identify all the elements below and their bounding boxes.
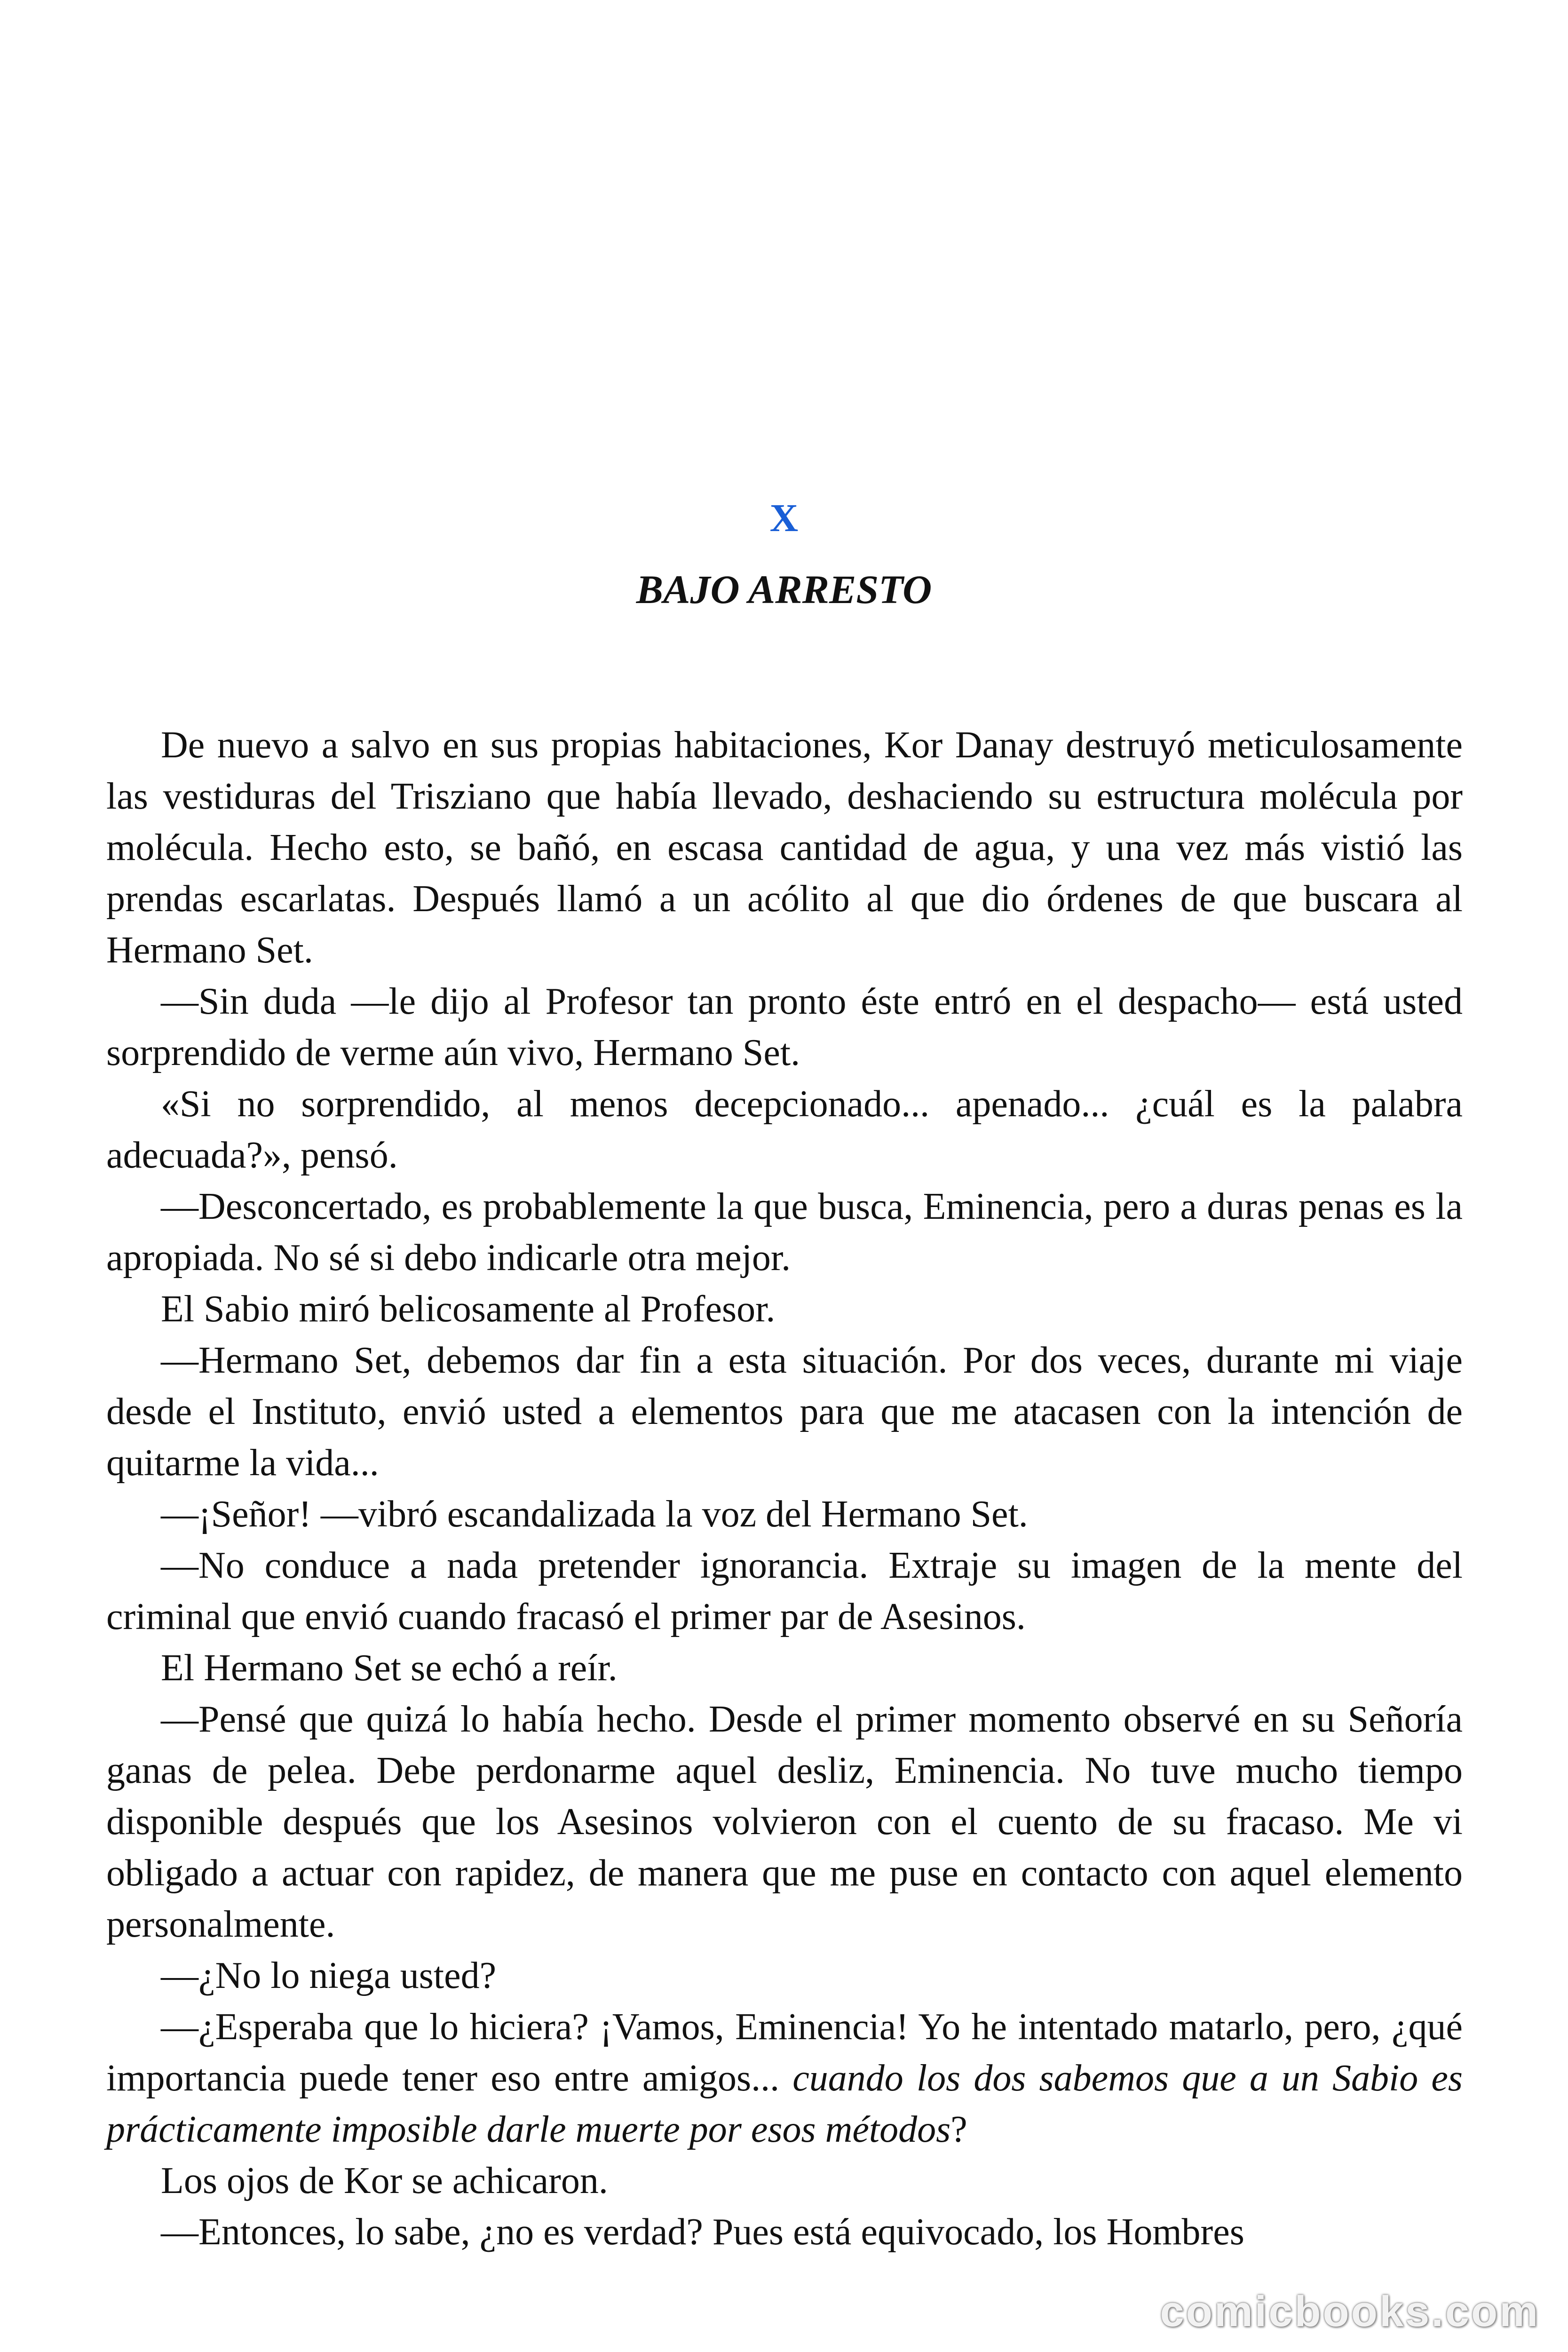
- paragraph: —Sin duda —le dijo al Profesor tan pronto éste entró en el despacho— está usted sorprendido de verme aún vivo, Hermano Set.: [106, 981, 1463, 1073]
- paragraph: El Sabio miró belicosamente al Profesor.: [161, 1288, 776, 1330]
- chapter-number: X: [769, 496, 799, 540]
- paragraph: —Desconcertado, es probablemente la que busca, Eminencia, pero a duras penas es la apropiada. No sé si debo indicarle otra mejor.: [106, 1186, 1463, 1279]
- paragraph: —Hermano Set, debemos dar fin a esta situación. Por dos veces, durante mi viaje desde el Instituto, envió usted a elementos para que me atacasen con la intención de quitarme la vida...: [106, 1340, 1463, 1484]
- paragraph: De nuevo a salvo en sus propias habitaciones, Kor Danay destruyó meticulosamente las vestiduras del Trisziano que había llevado, deshaciendo su estructura molécula por molécula. Hecho esto, se bañó, en escasa cantidad de agua, y una vez más vistió las prendas escarlatas. Después llamó a un acólito al que dio órdenes de que buscara al Hermano Set.: [106, 724, 1463, 971]
- paragraph: «Si no sorprendido, al menos decepcionado... apenado... ¿cuál es la palabra adecuada?», pensó.: [106, 1083, 1463, 1176]
- paragraph: —Entonces, lo sabe, ¿no es verdad? Pues está equivocado, los Hombres: [161, 2211, 1244, 2253]
- paragraph: —¿No lo niega usted?: [161, 1955, 497, 1996]
- chapter-title: BAJO ARRESTO: [636, 567, 932, 612]
- watermark: comicbooks.com: [1160, 2288, 1540, 2336]
- body-text: [106, 720, 1463, 2258]
- paragraph-suffix: ?: [950, 2109, 967, 2150]
- paragraph: —¡Señor! —vibró escandalizada la voz del Hermano Set.: [161, 1494, 1028, 1535]
- paragraph: —No conduce a nada pretender ignorancia. Extraje su imagen de la mente del criminal que envió cuando fracasó el primer par de Asesinos.: [106, 1545, 1463, 1637]
- italic-phrase: cuando los dos sabemos que a un Sabio es prácticamente imposible darle muerte por esos métodos: [106, 2058, 1463, 2150]
- paragraph: El Hermano Set se echó a reír.: [161, 1647, 618, 1689]
- paragraph: Los ojos de Kor se achicaron.: [161, 2160, 608, 2201]
- paragraph-prefix: —¿Esperaba que lo hiciera? ¡Vamos, Eminencia! Yo he intentado matarlo, pero, ¿qué importancia puede tener eso entre amigos...: [106, 2006, 1463, 2099]
- paragraph-with-italic: [106, 2002, 1463, 2155]
- paragraph: —Pensé que quizá lo había hecho. Desde el primer momento observé en su Señoría ganas de pelea. Debe perdonarme aquel desliz, Eminencia. No tuve mucho tiempo disponible después que los Asesinos volvieron con el cuento de su fracaso. Me vi obligado a actuar con rapidez, de manera que me puse en contacto con aquel elemento personalmente.: [106, 1699, 1463, 1945]
